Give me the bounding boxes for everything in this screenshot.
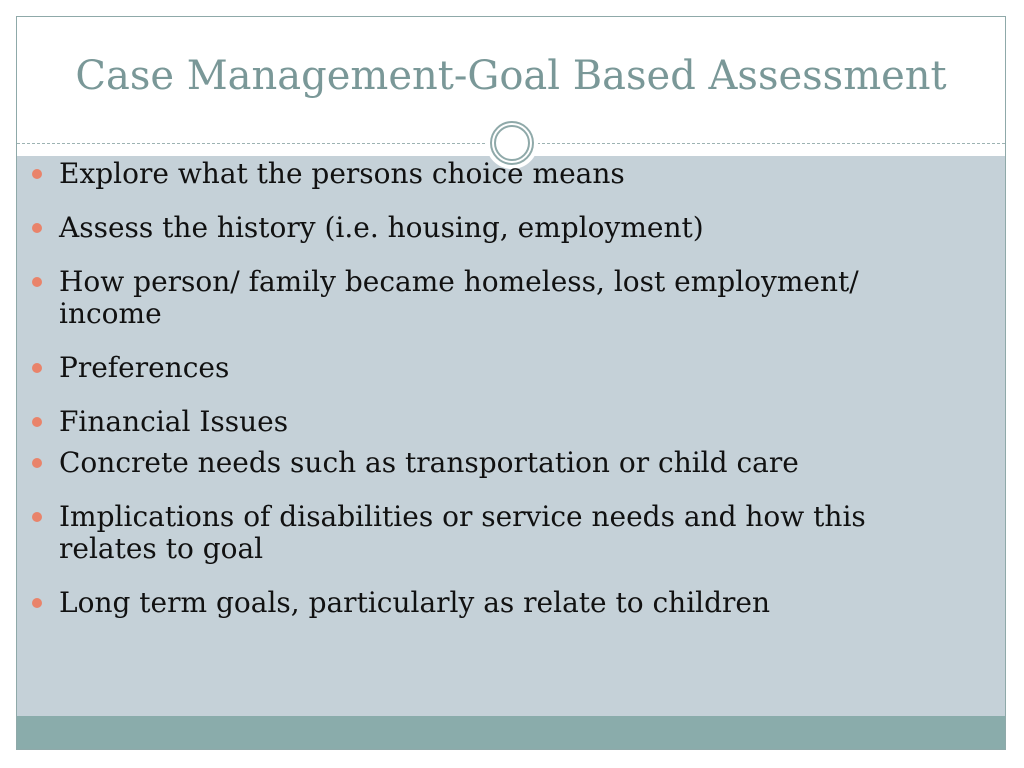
bullet-dot-icon — [32, 598, 42, 608]
bullet-dot-icon — [32, 512, 42, 522]
bullet-text: Implications of disabilities or service needs and how this relates to goal — [59, 500, 866, 565]
bullet-item-explore-choice — [30, 158, 960, 190]
bullet-item-homeless — [30, 266, 960, 330]
bullet-dot-icon — [32, 169, 42, 179]
bullet-item-long-term-goals — [30, 587, 960, 619]
bullet-item-concrete-needs — [30, 447, 960, 479]
bullet-text: Explore what the persons choice means — [59, 157, 625, 190]
bullet-dot-icon — [32, 458, 42, 468]
bullet-item-implications — [30, 501, 960, 565]
bullet-dot-icon — [32, 277, 42, 287]
bullet-dot-icon — [32, 363, 42, 373]
bullet-text: Financial Issues — [59, 405, 289, 438]
bullet-item-preferences — [30, 352, 960, 384]
bullet-dot-icon — [32, 223, 42, 233]
bullet-text: Long term goals, particularly as relate to children — [59, 586, 771, 619]
circle-inner-ring — [494, 125, 530, 161]
bullet-text: How person/ family became homeless, lost employment/ income — [59, 265, 859, 330]
slide-title: Case Management-Goal Based Assessment — [75, 53, 947, 99]
bullet-text: Preferences — [59, 351, 230, 384]
bullet-item-assess-history — [30, 212, 960, 244]
bullet-dot-icon — [32, 417, 42, 427]
footer-band — [17, 716, 1005, 750]
bullet-text: Assess the history (i.e. housing, employment) — [59, 211, 704, 244]
bullet-text: Concrete needs such as transportation or child care — [59, 446, 799, 479]
bullet-item-financial — [30, 406, 960, 438]
bullet-list — [30, 158, 960, 641]
